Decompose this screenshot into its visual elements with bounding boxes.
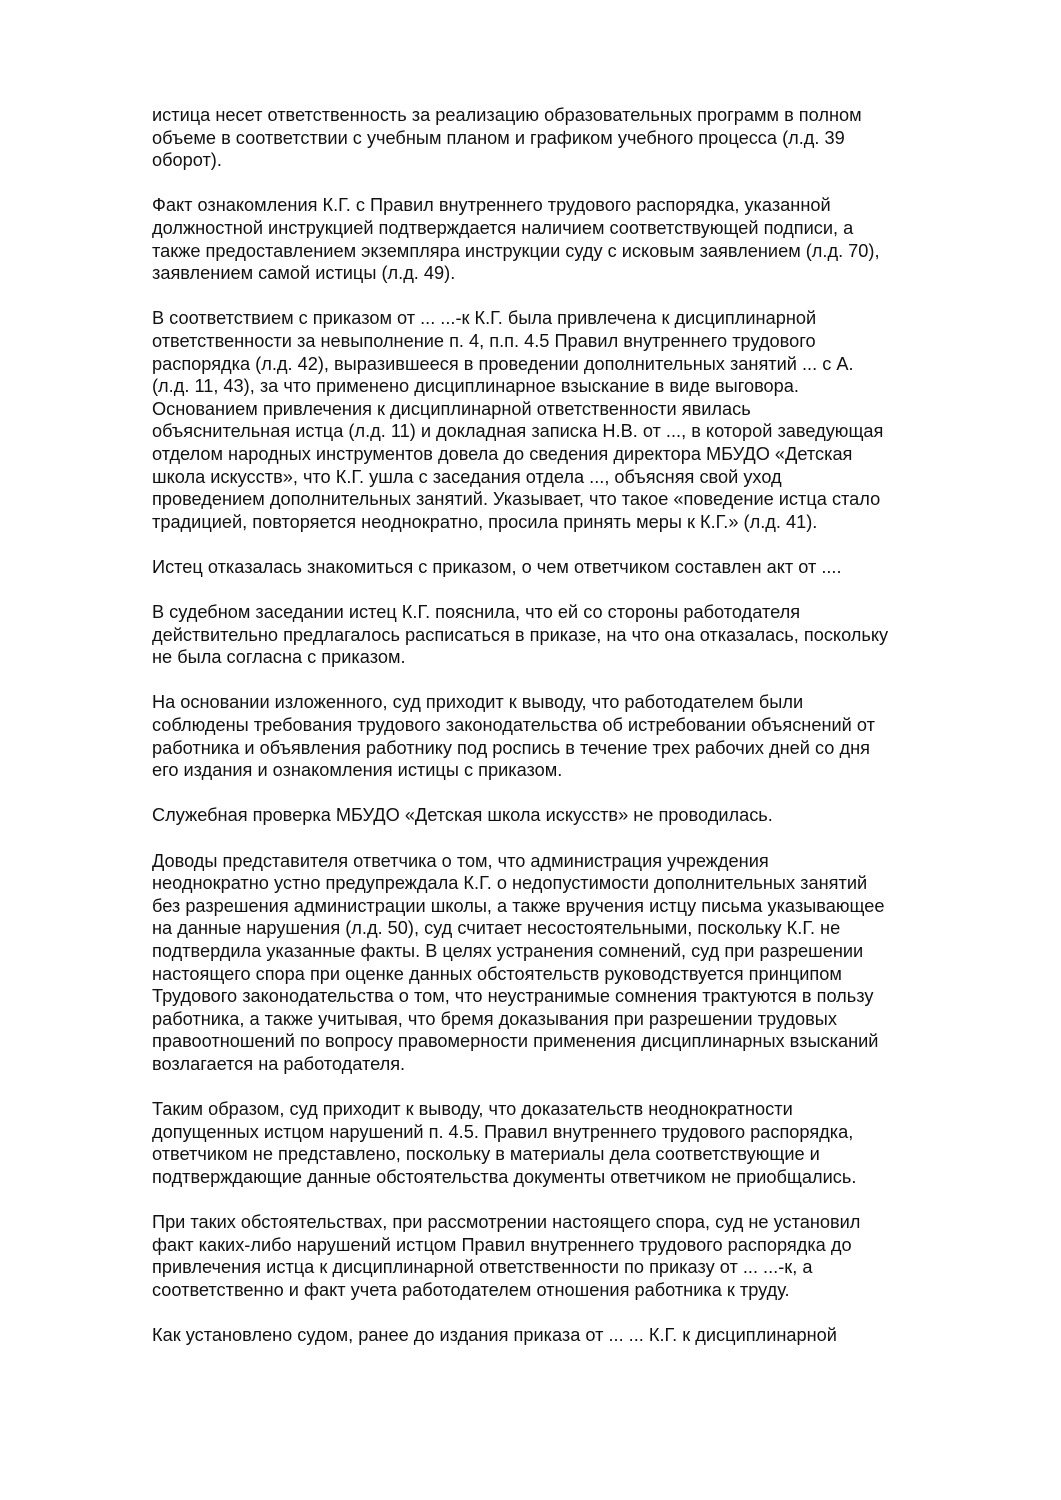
text-line: не была согласна с приказом. (152, 647, 406, 668)
text-line: Основанием привлечения к дисциплинарной ответственности явилась (152, 398, 751, 419)
text-line: на данные нарушения (л.д. 50), суд считает несостоятельными, поскольку К.Г. не (152, 918, 841, 939)
text-line: Таким образом, суд приходит к выводу, что доказательств неоднократности (152, 1099, 793, 1120)
text-line: подтверждающие данные обстоятельства документы ответчиком не приобщались. (152, 1166, 857, 1187)
text-line: На основании изложенного, суд приходит к выводу, что работодателем были (152, 692, 804, 713)
text-line: распорядка (л.д. 42), выразившееся в проведении дополнительных занятий ... с А. (152, 353, 854, 374)
paragraph (152, 850, 988, 1076)
text-line: традицией, повторяется неоднократно, просила принять меры к К.Г.» (л.д. 41). (152, 511, 818, 532)
text-line: ответственности за невыполнение п. 4, п.п. 4.5 Правил внутреннего трудового (152, 330, 816, 351)
text-line: Истец отказалась знакомиться с приказом, о чем ответчиком составлен акт от .... (152, 556, 842, 577)
paragraph (152, 1098, 988, 1188)
text-line: настоящего спора при оценке данных обстоятельств руководствуется принципом (152, 963, 842, 984)
text-line: При таких обстоятельствах, при рассмотрении настоящего спора, суд не установил (152, 1212, 861, 1233)
text-line: проведением дополнительных занятий. Указывает, что такое «поведение истца стало (152, 489, 881, 510)
text-line: факт каких-либо нарушений истцом Правил внутреннего трудового распорядка до (152, 1234, 852, 1255)
text-line: заявлением самой истицы (л.д. 49). (152, 263, 456, 284)
text-line: действительно предлагалось расписаться в приказе, на что она отказалась, поскольку (152, 624, 889, 645)
text-line: соответственно и факт учета работодателем отношения работника к труду. (152, 1279, 790, 1300)
text-line: отделом народных инструментов довела до сведения директора МБУДО «Детская (152, 443, 853, 464)
text-line: Трудового законодательства о том, что неустранимые сомнения трактуются в пользу (152, 986, 874, 1007)
text-line: соблюдены требования трудового законодательства об истребовании объяснений от (152, 715, 875, 736)
text-line: его издания и ознакомления истицы с приказом. (152, 760, 563, 781)
text-line: В соответствием с приказом от ... ...-к К.Г. была привлечена к дисциплинарной (152, 308, 817, 329)
paragraph (152, 194, 988, 284)
text-line: Факт ознакомления К.Г. с Правил внутреннего трудового распорядка, указанной (152, 195, 831, 216)
text-line: оборот). (152, 150, 222, 171)
text-line: Как установлено судом, ранее до издания приказа от ... ... К.Г. к дисциплинарной (152, 1325, 837, 1346)
paragraph (152, 691, 988, 781)
text-line: работника, а также учитывая, что бремя доказывания при разрешении трудовых (152, 1008, 837, 1029)
paragraph (152, 556, 988, 579)
text-line: Служебная проверка МБУДО «Детская школа искусств» не проводилась. (152, 805, 773, 826)
text-line: работника и объявления работнику под роспись в течение трех рабочих дней со дня (152, 737, 870, 758)
document-page (152, 104, 988, 1369)
text-line: допущенных истцом нарушений п. 4.5. Правил внутреннего трудового распорядка, (152, 1121, 854, 1142)
text-line: привлечения истца к дисциплинарной ответственности по приказу от ... ...-к, а (152, 1257, 813, 1278)
text-line: возлагается на работодателя. (152, 1053, 406, 1074)
text-line: также предоставлением экземпляра инструкции суду с исковым заявлением (л.д. 70), (152, 240, 880, 261)
text-line: объяснительная истца (л.д. 11) и докладная записка Н.В. от ..., в которой заведующая (152, 421, 884, 442)
text-line: школа искусств», что К.Г. ушла с заседания отдела ..., объясняя свой уход (152, 466, 782, 487)
text-line: подтвердила указанные факты. В целях устранения сомнений, суд при разрешении (152, 940, 864, 961)
text-line: ответчиком не представлено, поскольку в материалы дела соответствующие и (152, 1144, 820, 1165)
paragraph (152, 104, 988, 172)
text-line: неоднократно устно предупреждала К.Г. о недопустимости дополнительных занятий (152, 873, 868, 894)
text-line: должностной инструкцией подтверждается наличием соответствующей подписи, а (152, 217, 854, 238)
paragraph (152, 804, 988, 827)
text-line: объеме в соответствии с учебным планом и графиком учебного процесса (л.д. 39 (152, 127, 845, 148)
text-line: без разрешения администрации школы, а также вручения истцу письма указывающее (152, 895, 885, 916)
paragraph (152, 307, 988, 533)
text-line: истица несет ответственность за реализацию образовательных программ в полном (152, 105, 862, 125)
paragraph (152, 601, 988, 669)
paragraph (152, 1324, 988, 1347)
text-line: Доводы представителя ответчика о том, что администрация учреждения (152, 850, 769, 871)
paragraph (152, 1211, 988, 1301)
text-line: (л.д. 11, 43), за что применено дисциплинарное взыскание в виде выговора. (152, 376, 799, 397)
text-line: правоотношений по вопросу правомерности применения дисциплинарных взысканий (152, 1031, 879, 1052)
text-line: В судебном заседании истец К.Г. пояснила, что ей со стороны работодателя (152, 602, 801, 623)
